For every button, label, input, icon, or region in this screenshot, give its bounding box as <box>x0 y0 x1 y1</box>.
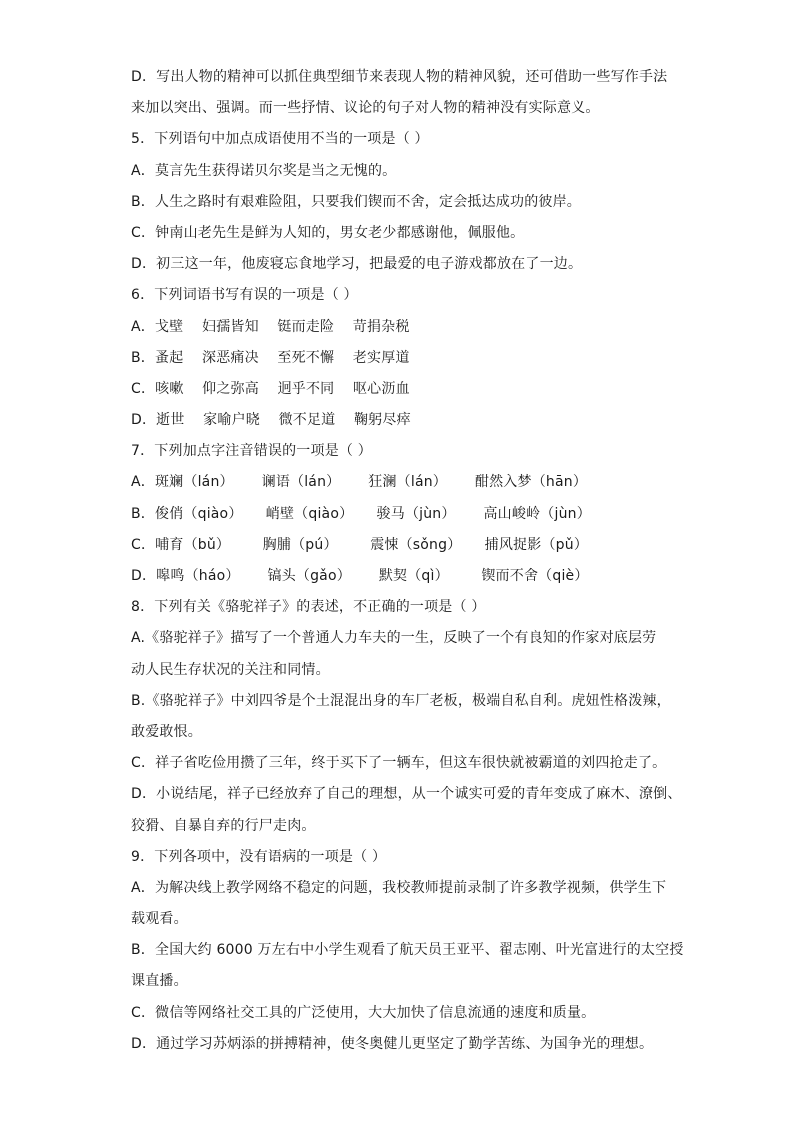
q8-option-d-line2: 狡猾、自暴自弃的行尸走肉。 <box>131 817 316 834</box>
q7-option-c: C．哺育（bǔ） 胸脯（pú） 震悚（sǒng） 捕风捉影（pǔ） <box>131 536 589 553</box>
q8-option-a-line2: 动人民生存状况的关注和同情。 <box>131 661 330 678</box>
q5-option-d: D．初三这一年，他废寝忘食地学习，把最爱的电子游戏都放在了一边。 <box>131 256 583 273</box>
q8-option-b-line2: 敢爱敢恨。 <box>131 723 202 740</box>
q9-option-d: D．通过学习苏炳添的拼搏精神，使冬奥健儿更坚定了勤学苦练、为国争光的理想。 <box>131 1035 654 1052</box>
q5-option-a: A．莫言先生获得诺贝尔奖是当之无愧的。 <box>131 162 397 179</box>
question-8: 8．下列有关《骆驼祥子》的表述，不正确的一项是（ ） <box>131 599 486 616</box>
q8-option-d-line1: D．小说结尾，祥子已经放弃了自己的理想，从一个诚实可爱的青年变成了麻木、潦倒、 <box>131 786 682 803</box>
document-page <box>131 62 684 1060</box>
q5-option-c: C．钟南山老先生是鲜为人知的，男女老少都感谢他，佩服他。 <box>131 224 525 241</box>
q6-option-d: D．逝世 家喻户晓 微不足道 鞠躬尽瘁 <box>131 412 411 429</box>
q8-option-b-line1: B.《骆驼祥子》中刘四爷是个土混混出身的车厂老板，极端自私自利。虎妞性格泼辣， <box>131 692 671 709</box>
q9-option-b-line1: B．全国大约 6000 万左右中小学生观看了航天员王亚平、翟志刚、叶光富进行的太空授 <box>131 942 684 959</box>
option-d-q4-line1: D．写出人物的精神可以抓住典型细节来表现人物的精神风貌，还可借助一些写作手法 <box>131 69 668 85</box>
question-5: 5．下列语句中加点成语使用不当的一项是（ ） <box>131 131 429 148</box>
q7-option-a: A．斑斓（lán） 谰语（lán） 狂澜（lán） 酣然入梦（hān） <box>131 474 588 491</box>
option-d-q4-line2: 来加以突出、强调。而一些抒情、议论的句子对人物的精神没有实际意义。 <box>131 100 600 117</box>
q9-option-b-line2: 课直播。 <box>131 973 188 990</box>
q6-option-c: C．咳嗽 仰之弥高 迥乎不同 呕心沥血 <box>131 380 410 397</box>
q5-option-b: B．人生之路时有艰难险阻，只要我们锲而不舍，定会抵达成功的彼岸。 <box>131 193 582 210</box>
q6-option-b: B．蚤起 深恶痛决 至死不懈 老实厚道 <box>131 349 410 366</box>
q6-option-a: A．戈壁 妇孺皆知 铤而走险 苛捐杂税 <box>131 318 410 335</box>
question-7: 7．下列加点字注音错误的一项是（ ） <box>131 443 372 460</box>
q8-option-c: C．祥子省吃俭用攒了三年，终于买下了一辆车，但这车很快就被霸道的刘四抢走了。 <box>131 755 667 772</box>
q7-option-b: B．俊俏（qiào） 峭壁（qiào） 骏马（jùn） 高山峻岭（jùn） <box>131 505 591 522</box>
question-6: 6．下列词语书写有误的一项是（ ） <box>131 287 358 304</box>
q9-option-a-line2: 载观看。 <box>131 911 188 928</box>
q9-option-c: C．微信等网络社交工具的广泛使用，大大加快了信息流通的速度和质量。 <box>131 1004 596 1021</box>
q9-option-a-line1: A．为解决线上教学网络不稳定的问题，我校教师提前录制了许多教学视频，供学生下 <box>131 879 667 896</box>
q7-option-d: D．嗥鸣（háo） 镐头（gǎo） 默契（qì） 锲而不舍（qiè） <box>131 568 589 584</box>
question-9: 9．下列各项中，没有语病的一项是（ ） <box>131 848 387 865</box>
q8-option-a-line1: A.《骆驼祥子》描写了一个普通人力车夫的一生，反映了一个有良知的作家对底层劳 <box>131 630 657 647</box>
